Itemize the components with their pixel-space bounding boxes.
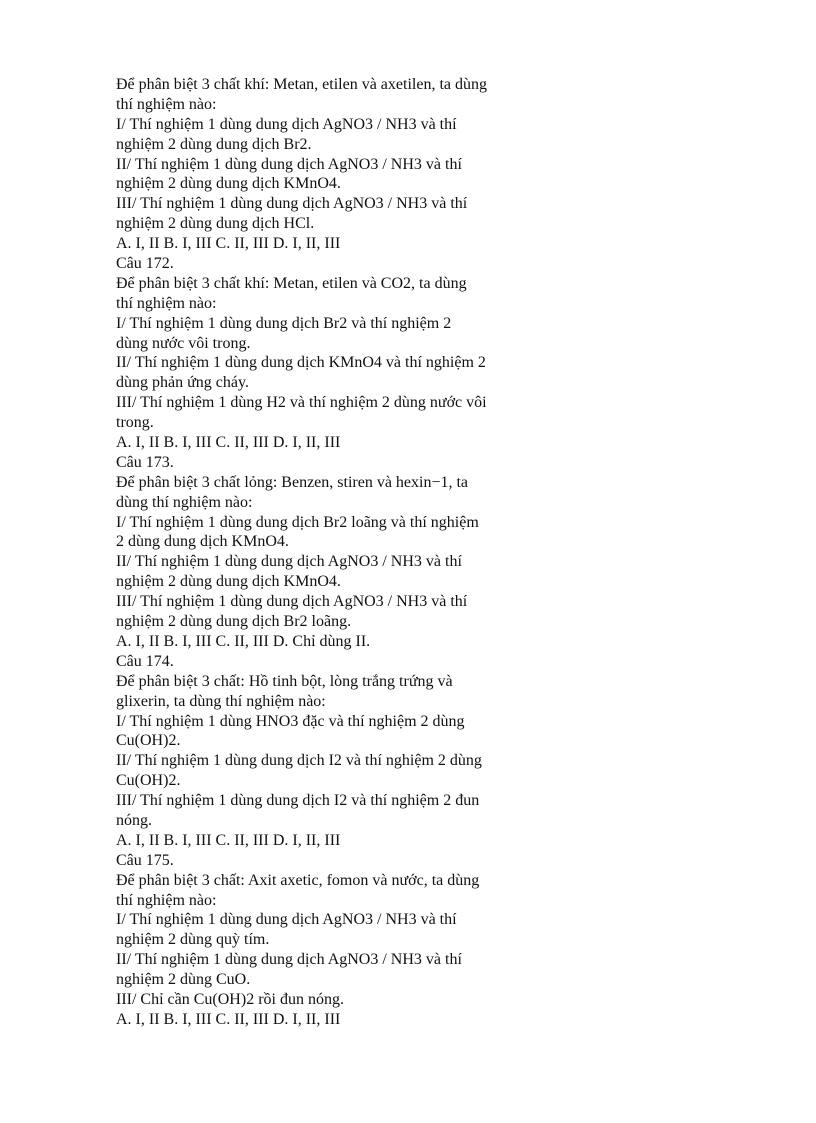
text-line: thí nghiệm nào: [116, 95, 217, 113]
text-line: Câu 175. [116, 851, 174, 869]
text-line: nghiệm 2 dùng quỳ tím. [116, 931, 270, 949]
text-line: Cu(OH)2. [116, 732, 181, 750]
text-line: A. I, II B. I, III C. II, III D. I, II, III [116, 831, 341, 849]
text-line: thí nghiệm nào: [116, 891, 217, 909]
text-line: nghiệm 2 dùng dung dịch KMnO4. [116, 573, 341, 591]
text-line: I/ Thí nghiệm 1 dùng dung dịch Br2 loãng và thí nghiệm [116, 513, 479, 531]
text-line: Cu(OH)2. [116, 772, 181, 790]
text-line: Để phân biệt 3 chất khí: Metan, etilen và CO2, ta dùng [116, 274, 467, 292]
text-line: glixerin, ta dùng thí nghiệm nào: [116, 692, 326, 710]
text-line: A. I, II B. I, III C. II, III D. I, II, III [116, 434, 341, 452]
text-line: 2 dùng dung dịch KMnO4. [116, 533, 289, 551]
text-line: II/ Thí nghiệm 1 dùng dung dịch AgNO3 / NH3 và thí [116, 553, 462, 571]
text-line: III/ Thí nghiệm 1 dùng dung dịch I2 và thí nghiệm 2 đun [116, 792, 480, 810]
text-line: I/ Thí nghiệm 1 dùng dung dịch AgNO3 / NH3 và thí [116, 115, 457, 133]
text-line: A. I, II B. I, III C. II, III D. I, II, III [116, 1010, 341, 1028]
text-line: nghiệm 2 dùng CuO. [116, 971, 251, 989]
text-line: II/ Thí nghiệm 1 dùng dung dịch AgNO3 / NH3 và thí [116, 155, 462, 173]
text-line: A. I, II B. I, III C. II, III D. I, II, III [116, 235, 341, 253]
text-line: dùng thí nghiệm nào: [116, 493, 253, 511]
text-line: I/ Thí nghiệm 1 dùng dung dịch AgNO3 / NH3 và thí [116, 911, 457, 929]
text-line: nghiệm 2 dùng dung dịch Br2. [116, 135, 312, 153]
text-line: A. I, II B. I, III C. II, III D. Chỉ dùng II. [116, 632, 371, 650]
text-line: Để phân biệt 3 chất lỏng: Benzen, stiren và hexin−1, ta [116, 473, 469, 491]
text-line: nghiệm 2 dùng dung dịch HCl. [116, 215, 315, 233]
text-line: thí nghiệm nào: [116, 294, 217, 312]
text-line: III/ Thí nghiệm 1 dùng dung dịch AgNO3 / NH3 và thí [116, 593, 468, 611]
text-line: trong. [116, 414, 154, 432]
text-line: I/ Thí nghiệm 1 dùng HNO3 đặc và thí nghiệm 2 dùng [116, 712, 465, 730]
text-line: Câu 173. [116, 453, 174, 471]
text-line: Câu 174. [116, 652, 174, 670]
text-line: III/ Chỉ cần Cu(OH)2 rồi đun nóng. [116, 990, 344, 1008]
text-line: Để phân biệt 3 chất: Axit axetic, fomon và nước, ta dùng [116, 871, 480, 889]
text-line: II/ Thí nghiệm 1 dùng dung dịch AgNO3 / NH3 và thí [116, 951, 462, 969]
text-line: nóng. [116, 811, 152, 829]
text-line: III/ Thí nghiệm 1 dùng H2 và thí nghiệm 2 dùng nước vôi [116, 394, 487, 412]
text-line: Câu 172. [116, 255, 174, 273]
text-line: II/ Thí nghiệm 1 dùng dung dịch KMnO4 và thí nghiệm 2 [116, 354, 486, 372]
text-line: nghiệm 2 dùng dung dịch KMnO4. [116, 175, 341, 193]
text-line: nghiệm 2 dùng dung dịch Br2 loãng. [116, 613, 352, 631]
text-line: dùng nước vôi trong. [116, 334, 251, 352]
text-line: I/ Thí nghiệm 1 dùng dung dịch Br2 và thí nghiệm 2 [116, 314, 452, 332]
document-page [116, 75, 556, 1030]
text-line: III/ Thí nghiệm 1 dùng dung dịch AgNO3 / NH3 và thí [116, 195, 468, 213]
text-line: II/ Thí nghiệm 1 dùng dung dịch I2 và thí nghiệm 2 dùng [116, 752, 482, 770]
text-line: Để phân biệt 3 chất: Hồ tinh bột, lòng trắng trứng và [116, 672, 453, 690]
text-line: Để phân biệt 3 chất khí: Metan, etilen và axetilen, ta dùng [116, 76, 487, 93]
text-line: dùng phản ứng cháy. [116, 374, 249, 392]
